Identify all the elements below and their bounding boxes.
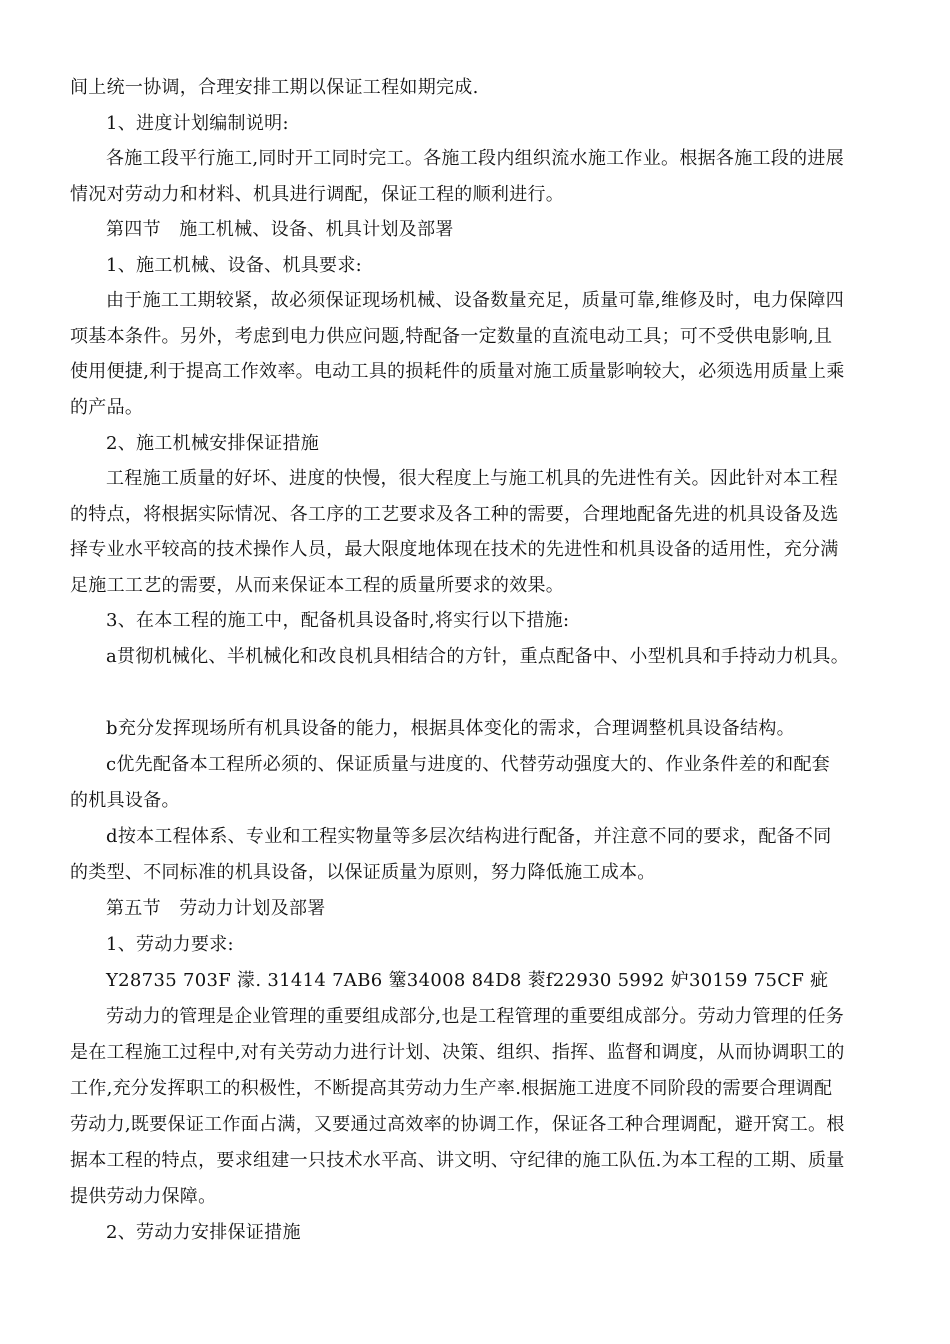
text-line: 的类型、不同标准的机具设备，以保证质量为原则，努力降低施工成本。 bbox=[70, 862, 656, 883]
text-line: c优先配备本工程所必须的、保证质量与进度的、代替劳动强度大的、作业条件差的和配套 bbox=[106, 754, 831, 775]
text-line: 情况对劳动力和材料、机具进行调配，保证工程的顺利进行。 bbox=[70, 184, 565, 205]
text-line: 劳动力,既要保证工作面占满，又要通过高效率的协调工作，保证各工种合理调配，避开窝工。根 bbox=[70, 1114, 845, 1135]
text-line: 提供劳动力保障。 bbox=[70, 1186, 217, 1207]
text-line: 据本工程的特点，要求组建一只技术水平高、讲文明、守纪律的施工队伍.为本工程的工期、质量 bbox=[70, 1150, 845, 1171]
text-line: 的产品。 bbox=[70, 397, 144, 418]
text-line: 工程施工质量的好坏、进度的快慢，很大程度上与施工机具的先进性有关。因此针对本工程 bbox=[106, 468, 838, 489]
text-line: 1、劳动力要求: bbox=[106, 934, 234, 955]
text-line: 的机具设备。 bbox=[70, 790, 180, 811]
text-line: 工作,充分发挥职工的积极性，不断提高其劳动力生产率.根据施工进度不同阶段的需要合理调配 bbox=[70, 1078, 833, 1099]
text-line: 的特点，将根据实际情况、各工序的工艺要求及各工种的需要，合理地配备先进的机具设备及选 bbox=[70, 504, 839, 525]
text-line: 项基本条件。另外，考虑到电力供应问题,特配备一定数量的直流电动工具；可不受供电影响,且 bbox=[70, 326, 833, 347]
text-line: 2、劳动力安排保证措施 bbox=[106, 1222, 301, 1243]
section-heading: 第四节 施工机械、设备、机具计划及部署 bbox=[106, 219, 454, 240]
text-line: 各施工段平行施工,同时开工同时完工。各施工段内组织流水施工作业。根据各施工段的进展 bbox=[106, 148, 845, 169]
text-line: 2、施工机械安排保证措施 bbox=[106, 433, 320, 454]
text-line: 劳动力的管理是企业管理的重要组成部分,也是工程管理的重要组成部分。劳动力管理的任务 bbox=[106, 1006, 845, 1027]
text-line: 间上统一协调，合理安排工期以保证工程如期完成. bbox=[70, 77, 479, 98]
text-line: b充分发挥现场所有机具设备的能力，根据具体变化的需求，合理调整机具设备结构。 bbox=[106, 718, 795, 739]
text-line: 足施工工艺的需要，从而来保证本工程的质量所要求的效果。 bbox=[70, 575, 565, 596]
text-line: Y28735 703F 濛. 31414 7AB6 簺34008 84D8 蓘f22930 5992 妒30159 75CF 疵 bbox=[106, 970, 829, 991]
text-line: 由于施工工期较紧，故必须保证现场机械、设备数量充足，质量可靠,维修及时，电力保障四 bbox=[106, 290, 845, 311]
text-line: d按本工程体系、专业和工程实物量等多层次结构进行配备，并注意不同的要求，配备不同 bbox=[106, 826, 832, 847]
text-line: 使用便捷,利于提高工作效率。电动工具的损耗件的质量对施工质量影响较大，必须选用质量上乘 bbox=[70, 361, 845, 382]
text-line: 1、施工机械、设备、机具要求: bbox=[106, 255, 363, 276]
text-line: 择专业水平较高的技术操作人员，最大限度地体现在技术的先进性和机具设备的适用性，充分满 bbox=[70, 539, 839, 560]
text-line: 1、进度计划编制说明: bbox=[106, 113, 289, 134]
text-line: a贯彻机械化、半机械化和改良机具相结合的方针，重点配备中、小型机具和手持动力机具。 bbox=[106, 646, 850, 667]
text-line: 3、在本工程的施工中，配备机具设备时,将实行以下措施: bbox=[106, 610, 570, 631]
section-heading: 第五节 劳动力计划及部署 bbox=[106, 898, 326, 919]
text-line: 是在工程施工过程中,对有关劳动力进行计划、决策、组织、指挥、监督和调度，从而协调职工的 bbox=[70, 1042, 845, 1063]
